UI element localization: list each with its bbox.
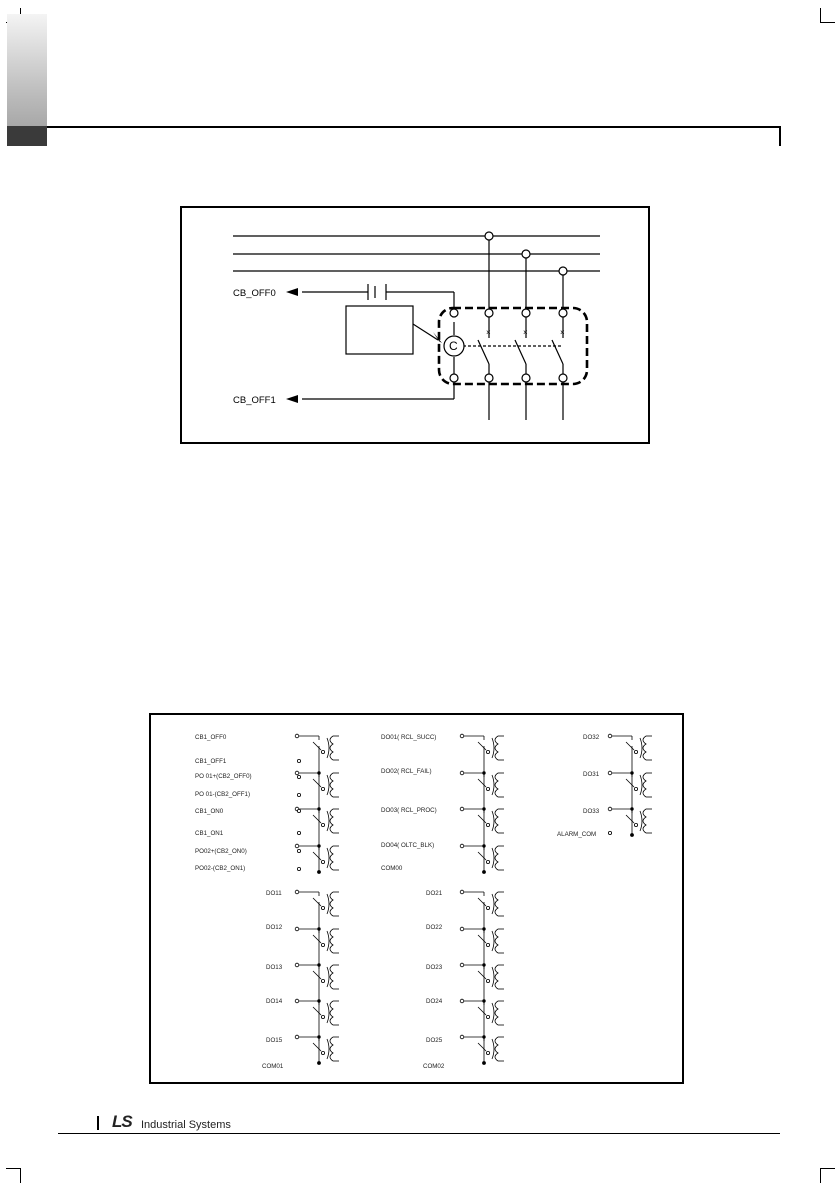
terminal-label: DO02( RCL_FAIL) — [381, 768, 432, 775]
chapter-side-tab-base — [7, 126, 47, 146]
terminal-label: DO12 — [266, 924, 283, 931]
terminal-label: PO02-(CB2_ON1) — [195, 865, 246, 872]
svg-text:×: × — [523, 328, 528, 337]
output-terminal-figure — [149, 713, 684, 1084]
terminal-label: COM02 — [423, 1063, 445, 1070]
terminal-label: DO14 — [266, 998, 283, 1005]
output-terminal-diagram — [151, 715, 682, 1082]
svg-text:×: × — [486, 328, 491, 337]
terminal-label: DO11 — [266, 890, 282, 897]
svg-text:×: × — [560, 328, 565, 337]
terminal-label: PO02+(CB2_ON0) — [195, 848, 247, 855]
footer-bar — [97, 1116, 99, 1130]
terminal-label: CB1_ON1 — [195, 830, 224, 837]
header-rule-end — [779, 126, 781, 146]
terminal-label: DO01( RCL_SUCC) — [381, 734, 437, 741]
terminal-label: DO15 — [266, 1037, 283, 1044]
chapter-side-tab — [7, 14, 47, 126]
terminal-label: DO24 — [426, 998, 443, 1005]
breaker-circuit-diagram — [182, 208, 648, 442]
footer-rule — [58, 1133, 780, 1134]
terminal-label: COM01 — [262, 1063, 284, 1070]
crop-mark-bottom-right — [820, 1168, 835, 1183]
crop-mark-top-right — [820, 8, 835, 23]
terminal-label: CB1_OFF1 — [195, 758, 227, 765]
terminal-label: DO22 — [426, 924, 443, 931]
terminal-label: DO32 — [583, 734, 600, 741]
terminal-label: DO04( OLTC_BLK) — [381, 842, 435, 849]
crop-mark-bottom-left — [6, 1168, 21, 1183]
terminal-label: DO03( RCL_PROC) — [381, 807, 437, 814]
terminal-label: DO25 — [426, 1037, 443, 1044]
terminal-label: DO23 — [426, 964, 443, 971]
terminal-label: DO31 — [583, 771, 600, 778]
terminal-label: DO13 — [266, 964, 283, 971]
terminal-label: DO33 — [583, 808, 600, 815]
terminal-label: PO 01-(CB2_OFF1) — [195, 791, 251, 798]
terminal-label: CB1_ON0 — [195, 808, 224, 815]
cb-off0-label: CB_OFF0 — [233, 288, 276, 299]
terminal-label: ALARM_COM — [557, 831, 597, 838]
terminal-label: PO 01+(CB2_OFF0) — [195, 773, 252, 780]
header-rule — [47, 126, 780, 128]
terminal-label: COM00 — [381, 865, 403, 872]
terminal-label: DO21 — [426, 890, 443, 897]
cb-off1-label: CB_OFF1 — [233, 395, 276, 406]
terminal-label: CB1_OFF0 — [195, 734, 227, 741]
company-name: Industrial Systems — [141, 1119, 231, 1131]
coil-label: C — [449, 339, 458, 353]
company-logo: LS — [112, 1112, 132, 1131]
breaker-circuit-figure — [180, 206, 650, 444]
